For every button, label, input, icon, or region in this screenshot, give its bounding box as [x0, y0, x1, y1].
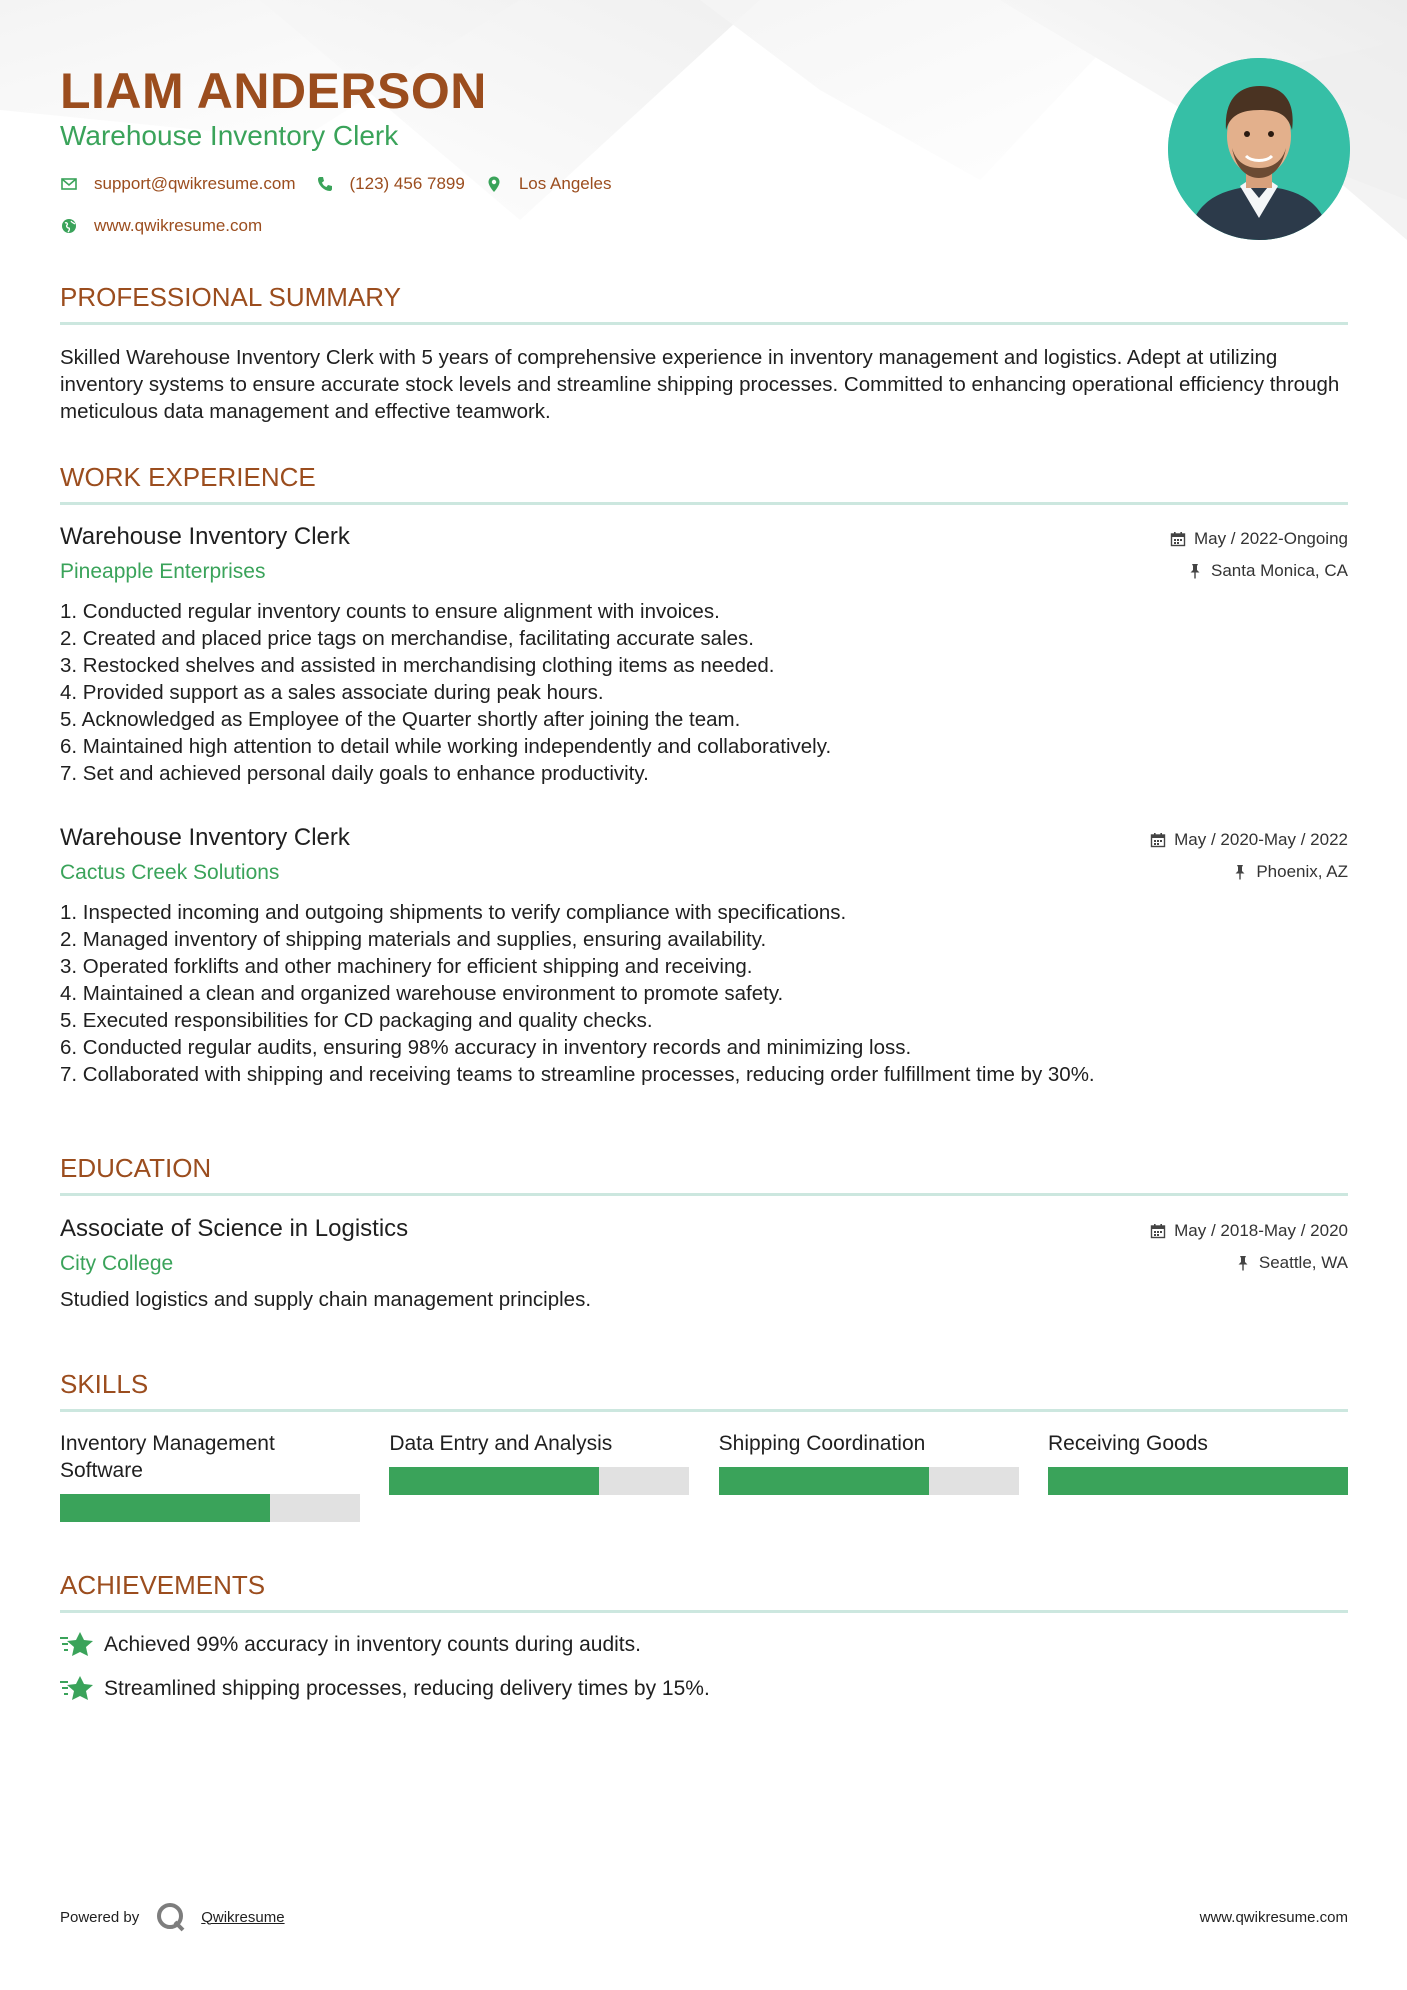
job-location-text: Phoenix, AZ [1256, 862, 1348, 881]
footer-powered-by [60, 1900, 285, 1934]
job-entry-2 [60, 823, 1348, 1088]
calendar-icon [1170, 531, 1186, 547]
section-title-skills: SKILLS [60, 1369, 1348, 1412]
job-title: Warehouse Inventory Clerk [60, 523, 350, 550]
envelope-icon [60, 175, 78, 193]
footer-website[interactable]: www.qwikresume.com [1199, 1909, 1348, 1926]
skill-bar [1048, 1467, 1348, 1495]
achievement-text: Achieved 99% accuracy in inventory counts during audits. [104, 1633, 641, 1656]
job-entry-1 [60, 522, 1348, 787]
bullet-item: 2. Created and placed price tags on merchandise, facilitating accurate sales. [60, 627, 754, 650]
degree-title: Associate of Science in Logistics [60, 1215, 409, 1242]
skill-bar [60, 1494, 360, 1522]
job-location [1150, 861, 1348, 883]
contact-row-secondary [60, 216, 282, 236]
skill-name: Shipping Coordination [718, 1432, 926, 1455]
job-meta [1150, 823, 1348, 883]
pushpin-icon [1187, 563, 1203, 579]
job-dates-text: May / 2020-May / 2022 [1174, 830, 1348, 849]
skill-bar-fill [1048, 1467, 1348, 1495]
map-pin-icon [485, 175, 503, 193]
candidate-name: LIAM ANDERSON [60, 63, 487, 119]
pushpin-icon [1235, 1255, 1251, 1271]
education-entry [60, 1214, 1348, 1313]
section-title-education: EDUCATION [60, 1153, 1348, 1196]
star-icon [60, 1630, 94, 1660]
skill-bar-fill [389, 1467, 599, 1495]
skill-bar [389, 1467, 689, 1495]
email-text: support@qwikresume.com [94, 174, 296, 193]
contact-website[interactable] [60, 216, 262, 236]
calendar-icon [1150, 832, 1166, 848]
bullet-item: 4. Maintained a clean and organized warehouse environment to promote safety. [60, 982, 784, 1005]
summary-text: Skilled Warehouse Inventory Clerk with 5 years of comprehensive experience in inventory management and logistics. Adept at utilizing inventory systems to ensure accurate stock levels and streamline shipping processes. Committed to enhancing operational efficiency through meticulous data management and effective teamwork. [60, 346, 1340, 423]
job-dates-text: May / 2022-Ongoing [1193, 529, 1348, 548]
achievement-text: Streamlined shipping processes, reducing delivery times by 15%. [104, 1677, 710, 1700]
education-dates [1150, 1220, 1348, 1242]
job-location-text: Santa Monica, CA [1210, 561, 1348, 580]
skill-name: Inventory Management Software [60, 1432, 275, 1482]
contact-email[interactable] [60, 174, 296, 194]
star-icon [60, 1674, 94, 1704]
candidate-role: Warehouse Inventory Clerk [60, 120, 399, 151]
education-meta [1150, 1214, 1348, 1274]
job-dates [1150, 829, 1348, 851]
job-bullets [60, 899, 1348, 1088]
bullet-item: 5. Acknowledged as Employee of the Quarter shortly after joining the team. [60, 708, 741, 731]
education-dates-text: May / 2018-May / 2020 [1174, 1221, 1348, 1240]
education-location [1150, 1252, 1348, 1274]
phone-icon [316, 175, 334, 193]
bullet-item: 7. Set and achieved personal daily goals to enhance productivity. [60, 762, 649, 785]
qwikresume-link[interactable]: Qwikresume [201, 1908, 285, 1926]
website-text: www.qwikresume.com [94, 216, 263, 235]
skill-item [60, 1430, 360, 1522]
section-title-experience: WORK EXPERIENCE [60, 462, 1348, 505]
bullet-item: 4. Provided support as a sales associate during peak hours. [60, 681, 604, 704]
skill-item [719, 1430, 1019, 1522]
bullet-item: 6. Conducted regular audits, ensuring 98% accuracy in inventory records and minimizing loss. [60, 1036, 912, 1059]
job-meta [1170, 522, 1348, 582]
skill-bar-fill [719, 1467, 929, 1495]
section-title-summary: PROFESSIONAL SUMMARY [60, 282, 1348, 325]
achievement-item [60, 1674, 1348, 1704]
contact-location [485, 174, 612, 194]
job-location [1170, 560, 1348, 582]
globe-icon [60, 217, 78, 235]
powered-by-label: Powered by [60, 1908, 140, 1926]
skill-item [1048, 1430, 1348, 1522]
job-company: Pineapple Enterprises [60, 560, 266, 583]
bullet-item: 6. Maintained high attention to detail while working independently and collaboratively. [60, 735, 832, 758]
education-location-text: Seattle, WA [1258, 1253, 1348, 1272]
education-description: Studied logistics and supply chain management principles. [60, 1288, 592, 1311]
job-bullets [60, 598, 1348, 787]
contact-phone[interactable] [316, 174, 465, 194]
skill-bar-fill [60, 1494, 270, 1522]
bullet-item: 2. Managed inventory of shipping materials and supplies, ensuring availability. [60, 928, 767, 951]
bullet-item: 1. Conducted regular inventory counts to ensure alignment with invoices. [60, 600, 720, 623]
footer [60, 1900, 1348, 1934]
section-title-achievements: ACHIEVEMENTS [60, 1570, 1348, 1613]
bullet-item: 3. Operated forklifts and other machinery for efficient shipping and receiving. [60, 955, 753, 978]
skills-list [60, 1430, 1348, 1522]
location-text: Los Angeles [518, 174, 612, 193]
bullet-item: 7. Collaborated with shipping and receiving teams to streamline processes, reducing order fulfillment time by 30%. [60, 1063, 1095, 1086]
bullet-item: 3. Restocked shelves and assisted in merchandising clothing items as needed. [60, 654, 775, 677]
bullet-item: 1. Inspected incoming and outgoing shipments to verify compliance with specifications. [60, 901, 847, 924]
achievement-item [60, 1630, 1348, 1660]
phone-text: (123) 456 7899 [349, 174, 465, 193]
job-dates [1170, 528, 1348, 550]
skill-name: Receiving Goods [1047, 1432, 1208, 1455]
pushpin-icon [1232, 864, 1248, 880]
qwikresume-logo-icon [155, 1901, 187, 1933]
bullet-item: 5. Executed responsibilities for CD packaging and quality checks. [60, 1009, 653, 1032]
school-name: City College [60, 1252, 174, 1275]
skill-bar [719, 1467, 1019, 1495]
skill-item [389, 1430, 689, 1522]
job-company: Cactus Creek Solutions [60, 861, 280, 884]
calendar-icon [1150, 1223, 1166, 1239]
profile-photo [1168, 58, 1350, 240]
job-title: Warehouse Inventory Clerk [60, 824, 350, 851]
skill-name: Data Entry and Analysis [389, 1432, 613, 1455]
contact-row-primary [60, 174, 631, 194]
